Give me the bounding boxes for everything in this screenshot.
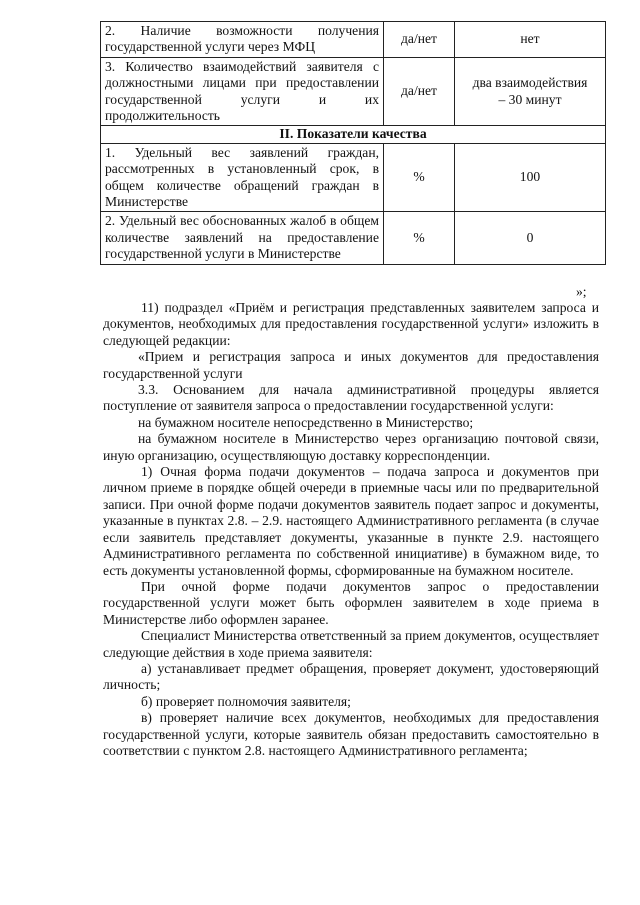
row-value: 0 [455, 212, 606, 264]
row-description: 3. Количество взаимодействий заявителя с должностными лицами при предоставлении государственной услуги и их продолжительность [101, 57, 384, 126]
closing-quote: »; [576, 284, 587, 299]
body-text [103, 300, 599, 759]
section-title: II. Показатели качества [101, 126, 606, 143]
list-item: б) проверяет полномочия заявителя; [141, 693, 351, 709]
paragraph: на бумажном носителе непосредственно в Министерство; [138, 414, 474, 430]
paragraph: Специалист Министерства ответственный за прием документов, осуществляет следующие действия в ходе приема заявителя: [103, 628, 599, 660]
row-unit: % [384, 212, 455, 264]
table-row [101, 212, 606, 264]
table-row [101, 57, 606, 126]
row-description: 2. Наличие возможности получения государственной услуги через МФЦ [101, 22, 384, 58]
paragraph-amendment: 11) подраздел «Приём и регистрация представленных заявителем запроса и документов, необходимых для предоставления государственной услуги» изложить в следующей редакции: [103, 300, 599, 348]
paragraph: на бумажном носителе в Министерство через организацию почтовой связи, иную организацию, осуществляющую доставку корреспонденции. [103, 431, 599, 463]
table-row [101, 22, 606, 58]
paragraph-heading: «Прием и регистрация запроса и иных документов для предоставления государственной услуги [103, 349, 599, 381]
row-unit: % [384, 143, 455, 212]
paragraph: При очной форме подачи документов запрос о предоставлении государственной услуги может быть оформлен заявителем в ходе приема в Министерстве либо оформлен заранее. [103, 578, 599, 627]
row-description: 1. Удельный вес заявлений граждан, рассмотренных в установленный срок, в общем количестве обращений граждан в Министерстве [101, 143, 384, 212]
list-item: в) проверяет наличие всех документов, необходимых для предоставления государственной услуги, которые заявитель обязан предоставить самостоятельно в соответствии с пунктом 2.8. настоящего Административного регламента; [103, 710, 599, 758]
paragraph: 1) Очная форма подачи документов – подача запроса и документов при личном приеме в порядке общей очереди в приемные часы или по предварительной записи. При очной форме подачи документов заявитель подает запрос и документы, указанные в пунктах 2.8. – 2.9. настоящего Административного регламента (в случае если заявитель представляет документы, указанные в пункте 2.9. настоящего Административного регламента по собственной инициативе) в бумажном виде, то есть документы установленной формы, сформированные на бумажном носителе. [103, 464, 599, 578]
indicators-table [100, 21, 606, 265]
paragraph: 3.3. Основанием для начала административной процедуры является поступление от заявителя запроса о предоставлении государственной услуги: [103, 382, 599, 414]
table-row [101, 143, 606, 212]
row-unit: да/нет [384, 22, 455, 58]
row-description: 2. Удельный вес обоснованных жалоб в общем количестве заявлений на предоставление государственной услуги в Министерстве [101, 212, 384, 264]
section-header-row [101, 126, 606, 143]
list-item: а) устанавливает предмет обращения, проверяет документ, удостоверяющий личность; [103, 660, 599, 693]
row-unit: да/нет [384, 57, 455, 126]
row-value: два взаимодействия – 30 минут [455, 57, 606, 126]
row-value: нет [455, 22, 606, 58]
row-value: 100 [455, 143, 606, 212]
